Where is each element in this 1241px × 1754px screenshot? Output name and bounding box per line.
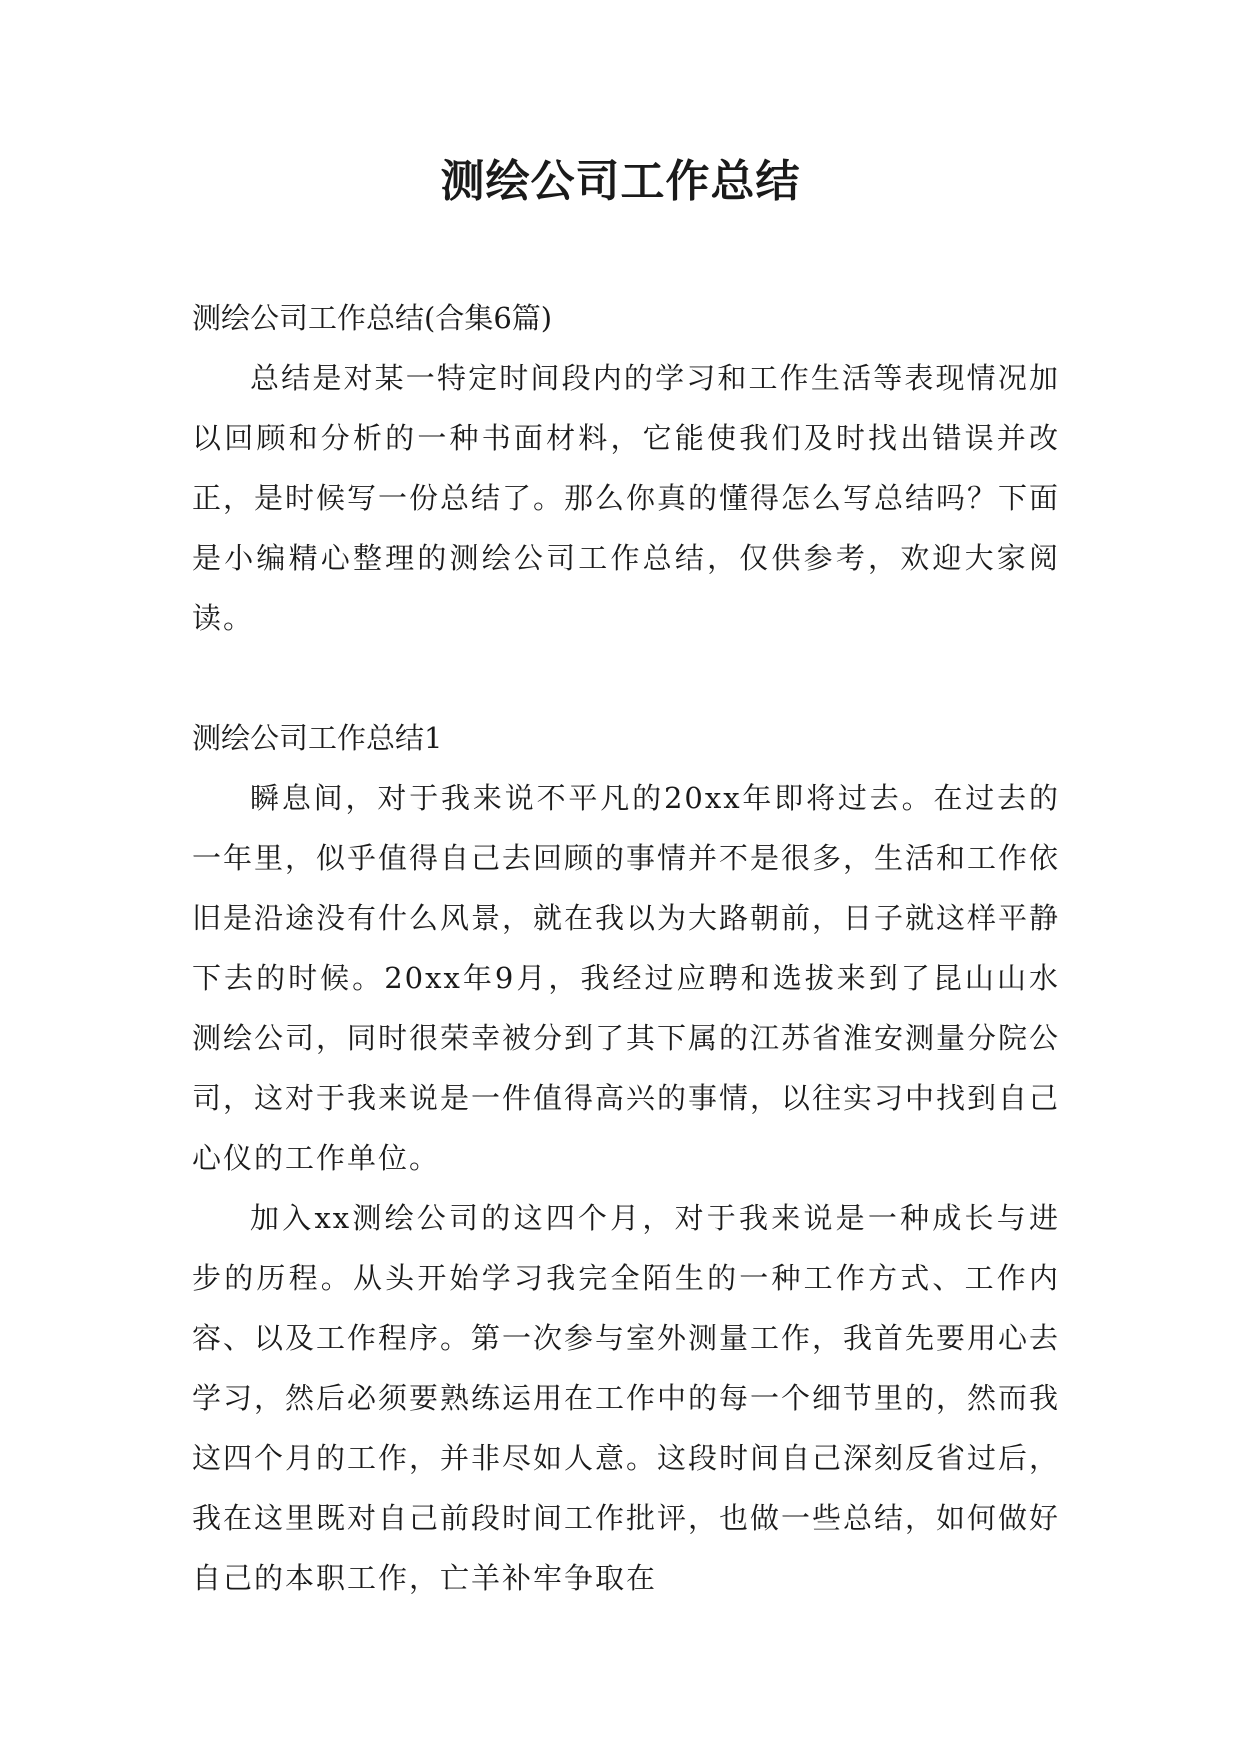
- intro-paragraph: 总结是对某一特定时间段内的学习和工作生活等表现情况加以回顾和分析的一种书面材料，它能使我们及时找出错误并改正，是时候写一份总结了。那么你真的懂得怎么写总结吗？下面是小编精心整理的测绘公司工作总结，仅供参考，欢迎大家阅读。: [192, 361, 1061, 635]
- body-paragraph: 瞬息间，对于我来说不平凡的20xx年即将过去。在过去的一年里，似乎值得自己去回顾的事情并不是很多，生活和工作依旧是沿途没有什么风景，就在我以为大路朝前，日子就这样平静下去的时候。20xx年9月，我经过应聘和选拔来到了昆山山水测绘公司，同时很荣幸被分到了其下属的江苏省淮安测量分院公司，这对于我来说是一件值得高兴的事情，以往实习中找到自己心仪的工作单位。: [192, 781, 1061, 1175]
- document-title: 测绘公司工作总结: [440, 156, 801, 207]
- body-paragraph: 加入xx测绘公司的这四个月，对于我来说是一种成长与进步的历程。从头开始学习我完全陌生的一种工作方式、工作内容、以及工作程序。第一次参与室外测量工作，我首先要用心去学习，然后必须要熟练运用在工作中的每一个细节里的，然而我这四个月的工作，并非尽如人意。这段时间自己深刻反省过后，我在这里既对自己前段时间工作批评，也做一些总结，如何做好自己的本职工作，亡羊补牢争取在: [192, 1201, 1061, 1595]
- section-heading: 测绘公司工作总结1: [192, 721, 443, 755]
- section-spacer: [192, 648, 1060, 708]
- document-subtitle: 测绘公司工作总结(合集6篇): [192, 301, 553, 335]
- document-body: [192, 288, 1060, 1608]
